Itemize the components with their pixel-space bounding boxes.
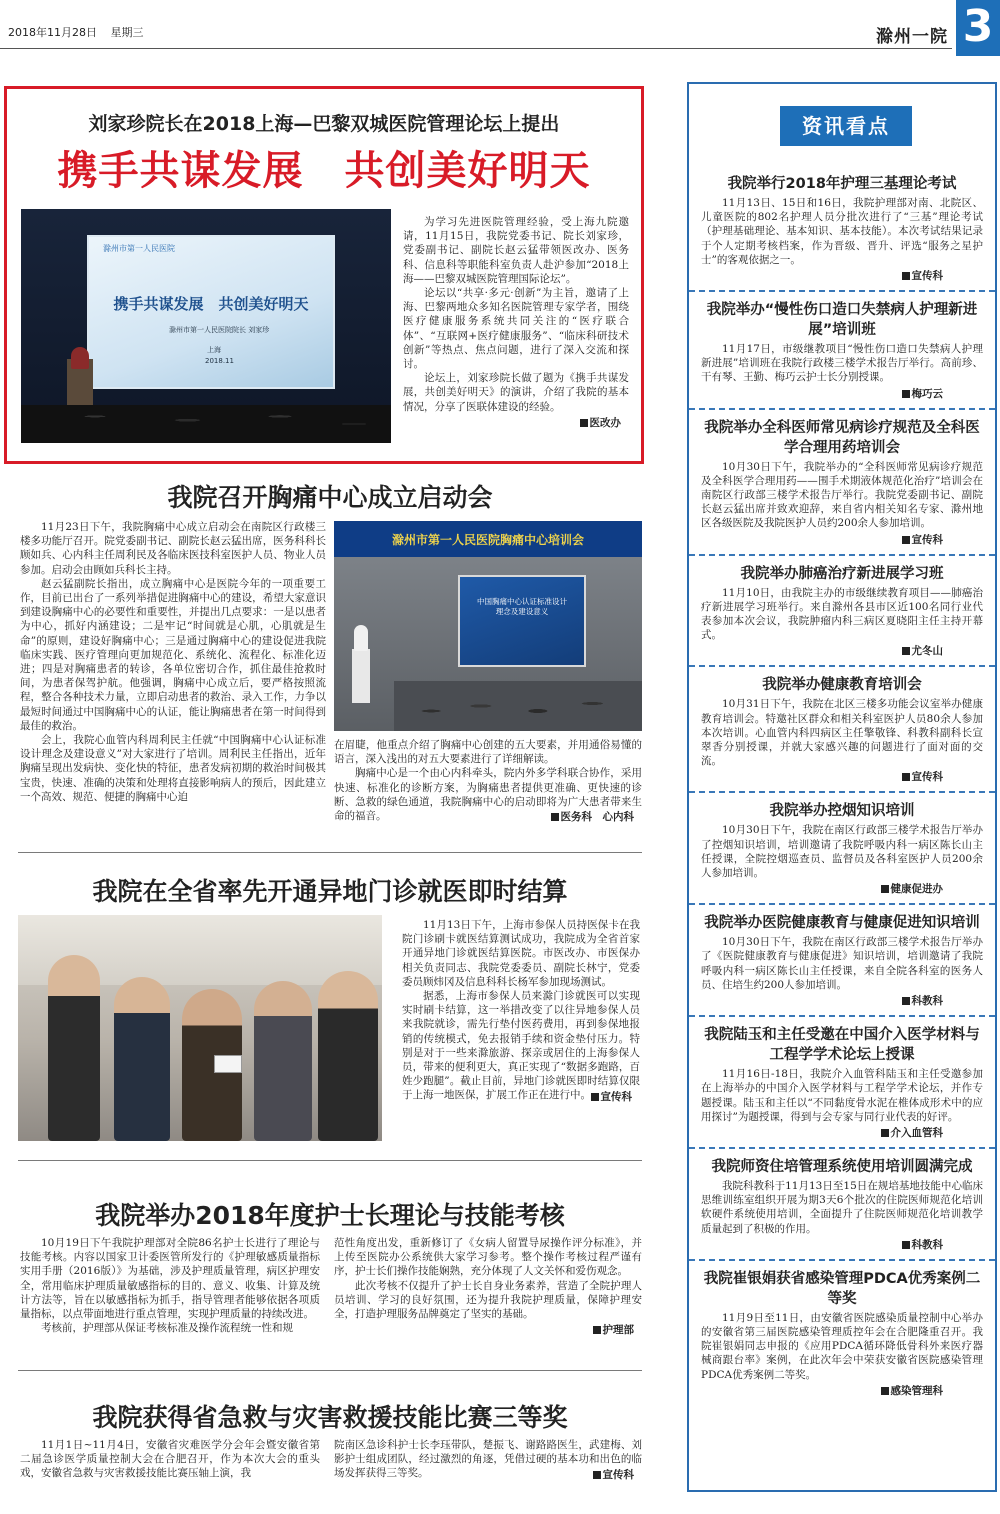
audience <box>21 405 391 443</box>
sidebar-news-list <box>689 174 995 1398</box>
paragraph: 赵云猛副院长指出，成立胸痛中心是医院今年的一项重要工作，目前已出台了一系列举措促进胸痛中心的建设，希望大家意识到建设胸痛中心的必要性和重要性，并提出几点要求：一是以患者为中心，抓好内涵建设；二是牢记“时间就是心肌，心肌就是生命”的原则，建设好胸痛中心；三是通过胸痛中心的建设促进我院临床实践、医疗管理向更加规范化、系统化、流程化、标准化迈进；四是对胸痛患者的转诊，各单位密切合作，抓住最佳抢救时间，为患者保驾护航。他强调，胸痛中心成立后，要严格按照流程，整合各种技术力量，立即启动患者的救治、录入工作，力争以最短时间通过中国胸痛中心的认证，能让胸痛患者在第一时间得到最佳的救治。 <box>20 577 326 732</box>
paragraph: 论坛以“共享·多元·创新”为主旨，邀请了上海、巴黎两地众多知名医院管理专家学者，围绕医疗健康服务系统共同关注的“医疗联合体”、“互联网+医疗健康服务”、“临床科研技术创新”等热点、焦点问题，进行了深入交流和探讨。 <box>403 287 629 371</box>
news-title: 我院师资住培管理系统使用培训圆满完成 <box>711 1158 973 1175</box>
paper-name: 滁州一院 <box>876 27 948 47</box>
news-title: 我院崔银娟获省感染管理PDCA优秀案例二等奖 <box>703 1270 981 1307</box>
source-credit: 介入血管科 <box>701 1125 943 1140</box>
top-story-kicker: 刘家珍院长在2018上海—巴黎双城医院管理论坛上提出 <box>88 113 560 135</box>
slide-speaker: 滁州市第一人民医院院长 刘家珍 <box>169 326 270 334</box>
speaker-figure <box>71 347 89 369</box>
header-date: 2018年11月28日 星期三 <box>8 26 144 39</box>
news-item <box>689 1157 995 1252</box>
news-body: 11月17日，市级继教项目“慢性伤口造口失禁病人护理新进展”培训班在我院行政楼三楼学术报告厅举行。高前珍、干有琴、王勤、梅巧云护士长分别授课。 <box>701 343 983 384</box>
paragraph: 据悉，上海市参保人员来滁门诊就医可以实现实时刷卡结算，这一举措改变了以往异地参保人员来我院就诊，需先行垫付医药费用，再到参保地报销的传统模式，免去报销手续和资金垫付压力。特别是对于一些来滁旅游、探亲或居住的上海参保人员，带来的便利更大，真正实现了“数据多跑路，百姓少跑腿”。截止目前，异地门诊就医即时结算仅限于上海一地医保，扩展工作正在进行中。 <box>402 990 640 1102</box>
screen-text: 中国胸痛中心认证标准设计理念及建设意义 <box>477 597 567 616</box>
nursing-exam-title: 我院举办2018年度护士长理论与技能考核 <box>95 1201 565 1230</box>
sidebar-section-title: 资讯看点 <box>780 106 912 146</box>
news-item <box>689 1025 995 1140</box>
news-title: 我院举办医院健康教育与健康促进知识培训 <box>704 915 980 932</box>
news-body: 10月30日下午，我院在南区行政部三楼学术报告厅举办了《医院健康教育与健康促进》知识培训，培训邀请了我院呼吸内科一病区陈长山主任授课，来自全院各科室的医务人员、住培生约200人参加培训。 <box>701 936 983 991</box>
paragraph: 论坛上，刘家珍院长做了题为《携手共谋发展，共创美好明天》的演讲，介绍了我院的基本情况，分享了医联体建设的经验。 <box>403 372 629 413</box>
paragraph: 11月1日~11月4日，安徽省灾难医学分会年会暨安徽省第二届急诊医学质量控制大会在合肥召开，作为本次大会的重头戏，安徽省急救与灾害救援技能比赛压轴上演，我 <box>20 1439 320 1480</box>
person <box>114 977 170 1141</box>
paragraph: 此次考核不仅提升了护士长自身业务素养，营造了全院护理人员培训、学习的良好氛围，还为提升我院护理质量，保障护理安全，打造护理服务品牌奠定了坚实的基础。 <box>334 1279 642 1321</box>
paragraph: 11月13日下午，上海市参保人员持医保卡在我院门诊刷卡就医结算测试成功，我院成为全省首家开通异地门诊就医结算医院。市医改办、市医保办相关负责同志、我院党委委员、副院长林宁，党委委员顾炜冈及信息科科长杨军参加现场测试。 <box>402 919 640 988</box>
news-body: 10月30日下午，我院在南区行政部三楼学术报告厅举办了控烟知识培训，培训邀请了我院呼吸内科一病区陈长山主任授课，全院控烟巡查员、监督员及各科室医护人员200余人参加培训。 <box>701 824 983 880</box>
source-credit: 护理部 <box>334 1322 634 1337</box>
rescue-right-text <box>334 1438 642 1482</box>
source-credit: 医务科 心内科 <box>334 809 634 824</box>
slide-place: 上海 <box>207 346 221 354</box>
news-item <box>689 174 995 283</box>
person <box>254 981 312 1141</box>
medical-card <box>214 1055 242 1073</box>
source-credit: 梅巧云 <box>701 386 943 401</box>
paragraph: 为学习先进医院管理经验，受上海九院邀请，11月15日，我院党委书记、院长刘家珍，党委副书记、副院长赵云猛带领医改办、医务科、信息科等职能科室负责人赴沪参加“2018上海——巴黎双城医院管理国际论坛”。 <box>403 216 629 285</box>
slide-hospital: 滁州市第一人民医院 <box>103 244 175 253</box>
forum-photo <box>21 209 391 443</box>
paragraph: 在眉睫，他重点介绍了胸痛中心创建的五大要素，并用通俗易懂的语言，深入浅出的对五大要素进行了详细解读。 <box>334 739 642 766</box>
news-item <box>689 675 995 784</box>
news-item <box>689 300 995 401</box>
rescue-left-text <box>20 1438 320 1481</box>
paragraph: 10月19日下午我院护理部对全院86名护士长进行了理论与技能考核。内容以国家卫计委医管所发行的《护理敏感质量指标实用手册（2016版）》为基础，涉及护理质量管理，病区护理安全，常用临床护理质量敏感指标的目的、意义、收集、计算及统计方法等，旨在以敏感指标为抓手，指导管理者能够依据各项质量指标，以点带面地进行重点管理，实现护理质量的持续改进。 <box>20 1237 320 1321</box>
news-item <box>689 564 995 659</box>
banner-text: 滁州市第一人民医院胸痛中心培训会 <box>391 533 584 547</box>
news-item <box>689 913 995 1008</box>
projection-screen <box>458 575 586 667</box>
source-credit: 感染管理科 <box>701 1383 943 1398</box>
lectern <box>352 649 370 703</box>
news-title: 我院举办全科医师常见病诊疗规范及全科医学合理用药培训会 <box>704 419 980 456</box>
chest-pain-right-text <box>334 738 642 824</box>
settlement-title: 我院在全省率先开通异地门诊就医即时结算 <box>92 877 568 906</box>
source-credit: 科教科 <box>701 993 943 1008</box>
settlement-photo <box>18 915 382 1141</box>
forum-slide <box>87 235 335 389</box>
slide-title: 携手共谋发展 共创美好明天 <box>113 295 309 313</box>
news-title: 我院举办“慢性伤口造口失禁病人护理新进展”培训班 <box>706 302 978 339</box>
paragraph: 范性角度出发，重新修订了《女病人留置导尿操作评分标准》，并上传至医院办公系统供大家学习参考。整个操作考核过程严谨有序，护士长们操作技能娴熟，充分体现了人文关怀和爱伤观念。 <box>334 1237 642 1278</box>
news-title: 我院举办肺癌治疗新进展学习班 <box>740 565 944 582</box>
chest-pain-left-text <box>20 520 326 804</box>
page-header <box>0 0 1000 56</box>
source-credit: 宣传科 <box>402 1089 632 1104</box>
source-credit: 宣传科 <box>701 532 943 547</box>
person <box>48 955 100 1141</box>
news-title: 我院举办健康教育培训会 <box>762 677 922 694</box>
source-credit: 医改办 <box>403 415 621 430</box>
chest-pain-photo <box>334 521 642 731</box>
presenter <box>354 625 368 651</box>
news-body: 11月9日至11日，由安徽省医院感染质量控制中心举办的安徽省第三届医院感染管理质控年会在合肥隆重召开。我院崔银娟同志申报的《应用PDCA循环降低骨科外来医疗器械商跟台率》案例，在此次年会中荣获安徽省医院感染管理PDCA优秀案例二等奖。 <box>701 1311 983 1381</box>
source-credit: 宣传科 <box>334 1467 634 1482</box>
slide-date: 2018.11 <box>205 357 234 365</box>
news-body: 我院科教科于11月13日至15日在规培基地技能中心临床思维训练室组织开展为期3天6个批次的住院医师规范化培训软硬件系统使用培训，全面提升了住院医师规范化培训教学质量起到了积极的作用。 <box>701 1179 983 1235</box>
top-story-title: 携手共谋发展 共创美好明天 <box>57 148 591 194</box>
news-item <box>689 418 995 547</box>
news-body: 10月31日下午，我院在北区三楼多功能会议室举办健康教育培训会。特邀社区群众和相关科室医护人员80余人参加本次培训。心血管内科四病区主任擎敬锋、科教科副科长宣翠香分别授课，并就大家感兴趣的问题进行了面对面的交流。 <box>701 698 983 768</box>
news-title: 我院举行2018年护理三基理论考试 <box>727 176 957 192</box>
source-credit: 尤冬山 <box>701 643 943 658</box>
news-item <box>689 801 995 896</box>
rescue-award-title: 我院获得省急救与灾害救援技能比赛三等奖 <box>92 1403 568 1432</box>
paragraph: 11月23日下午，我院胸痛中心成立启动会在南院区行政楼三楼多功能厅召开。院党委副书记、副院长赵云猛出席，医务科科长顾如兵、心内科主任周利民及各临床医技科室医护人员、物业人员参加。启动会由顾如兵科长主持。 <box>20 521 326 576</box>
paragraph: 胸痛中心是一个由心内科牵头，院内外多学科联合协作，采用快速、标准化的诊断方案，为胸痛患者提供更准确、更快速的诊断、急救的绿色通道，我院胸痛中心的启动即将为广大患者带来生命的福音。 <box>334 767 642 823</box>
news-body: 11月16日-18日，我院介入血管科陆玉和主任受邀参加在上海举办的中国介入医学材料与工程学学术论坛，并作专题授课。陆玉和主任以“不同黏度骨水泥在椎体成形术中的应用探讨”为题授课，得到与会专家与同行业代表的好评。 <box>701 1068 983 1123</box>
nursing-left-text <box>20 1236 320 1335</box>
news-body: 10月30日下午，我院举办的“全科医师常见病诊疗规范及全科医学合理用药——围手术期液体规范化治疗”培训会在南院区行政部三楼学术报告厅举行。我院党委副书记、副院长赵云猛出席并致欢迎辞，来自省内相关知名专家、滁州地区各级医院及我院医护人员约200余人参加培训。 <box>701 460 983 530</box>
top-story <box>4 86 644 464</box>
source-credit: 健康促进办 <box>701 881 943 896</box>
news-title: 我院举办控烟知识培训 <box>769 803 915 820</box>
seated-audience <box>394 681 642 731</box>
news-item <box>689 1269 995 1398</box>
news-title: 我院陆玉和主任受邀在中国介入医学材料与工程学学术论坛上授课 <box>704 1027 980 1064</box>
paragraph: 会上，我院心血管内科周利民主任就“中国胸痛中心认证标准设计理念及建设意义”对大家进行了培训。周利民主任指出，近年胸痛呈现出发病快、变化快的特征，患者发病初期的救治时间极其宝贵，快速、准确的决策和处理将直接影响病人的预后，因此建立一个高效、规范、便捷的胸痛中心迫 <box>20 734 326 803</box>
source-credit: 宣传科 <box>701 769 943 784</box>
page-number: 3 <box>956 0 1000 56</box>
paragraph: 院南区急诊科护士长李珏带队，楚振飞、谢路路医生，武建梅、刘影护士组成团队，经过激烈的角逐，凭借过硬的基本功和出色的临场发挥获得三等奖。 <box>334 1439 642 1480</box>
chest-pain-title: 我院召开胸痛中心成立启动会 <box>167 483 493 512</box>
news-body: 11月13日、15日和16日，我院护理部对南、北院区、儿童医院的802名护理人员分批次进行了“三基”理论考试（护理基础理论、基本知识、基本技能）。本次考试结果记录于个人定期考核档案，作为晋级、晋升、评选“服务之星护士”的客观依据之一。 <box>701 197 983 266</box>
news-body: 11月10日，由我院主办的市级继续教育项目——肺癌治疗新进展学习班举行。来自滁州各县市区近100名同行业代表参加本次会议，我院肿瘤内科三病区夏晓阳主任主持开幕式。 <box>701 586 983 642</box>
sidebar <box>687 82 997 1492</box>
settlement-text <box>402 918 640 1104</box>
source-credit: 宣传科 <box>701 268 943 283</box>
person <box>318 971 378 1141</box>
nursing-right-text <box>334 1236 642 1337</box>
paragraph: 考核前，护理部从保证考核标准及操作流程统一性和规 <box>41 1322 293 1335</box>
top-story-body <box>403 215 629 430</box>
source-credit: 科教科 <box>701 1237 943 1252</box>
